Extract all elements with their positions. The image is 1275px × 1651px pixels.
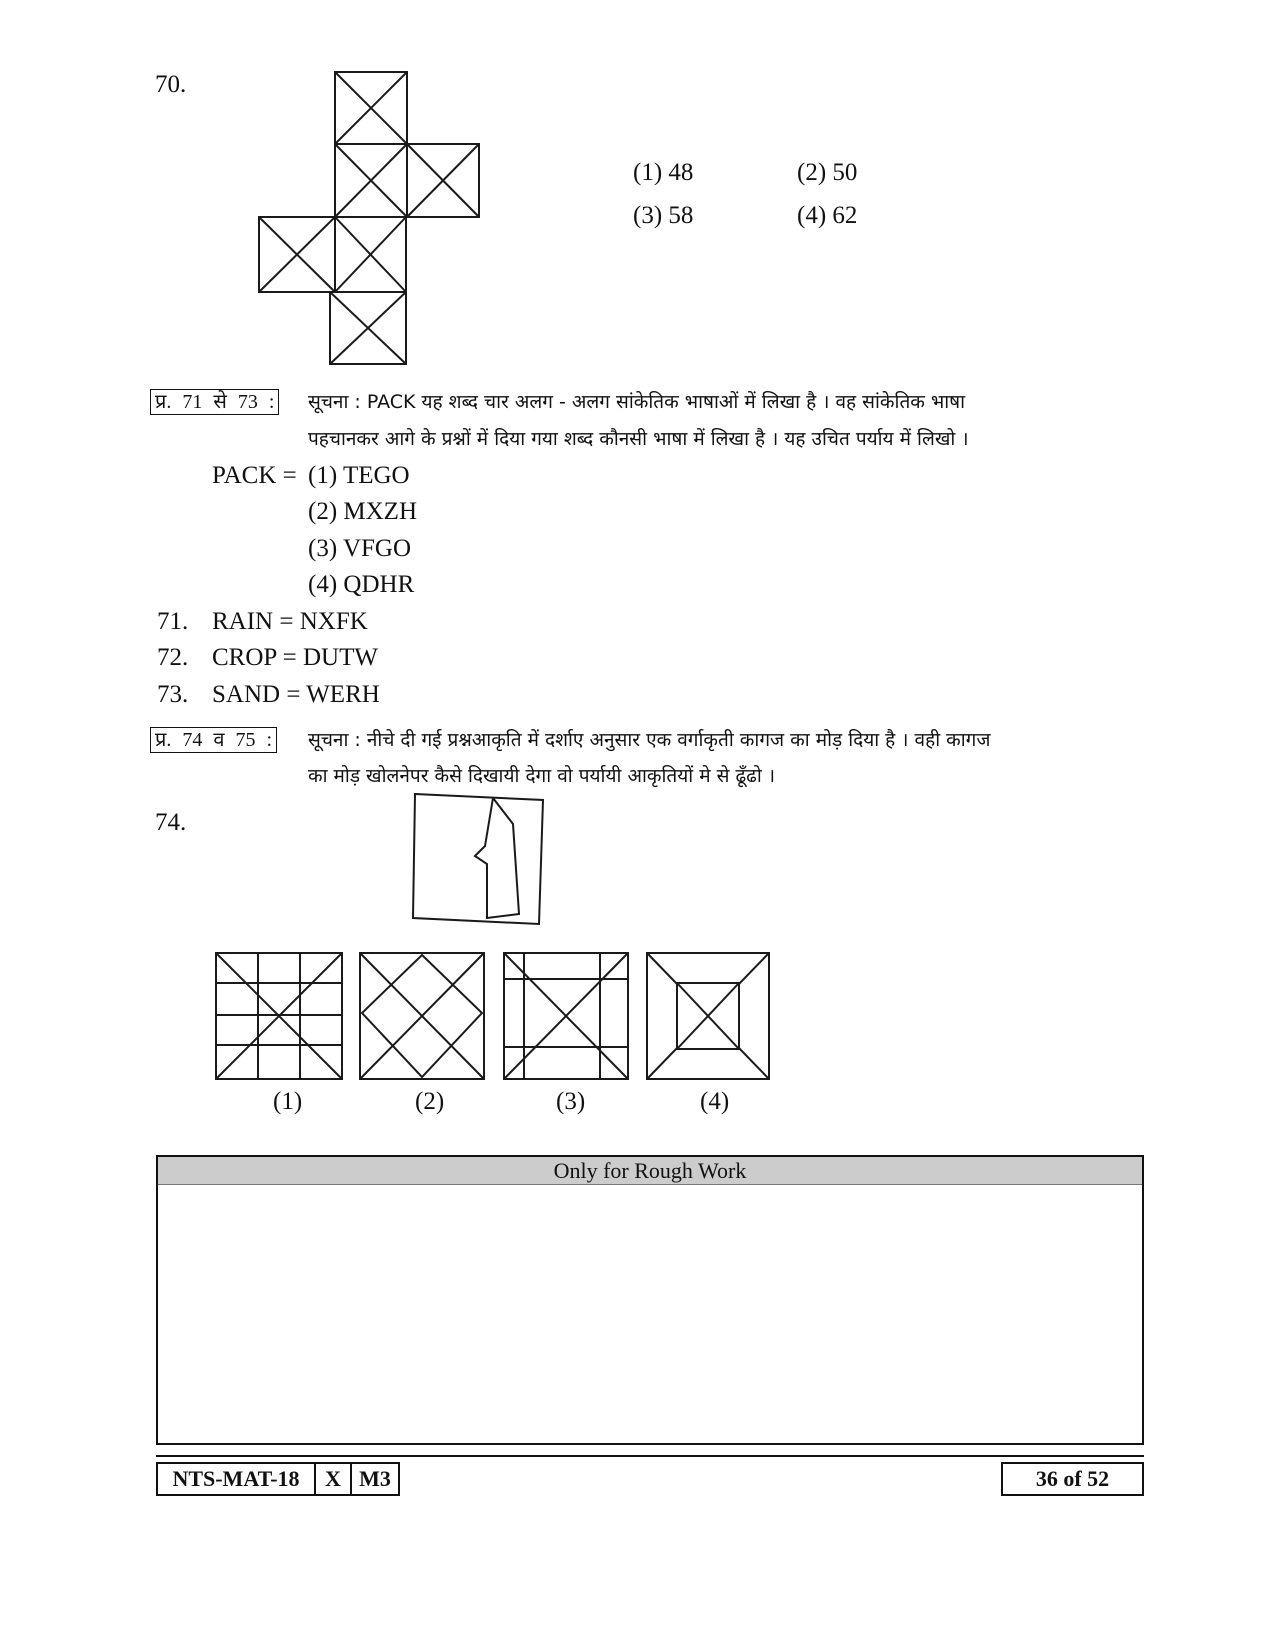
answer-label-1: (1) — [273, 1088, 303, 1115]
q70-option-1: (1) 48 — [633, 159, 694, 186]
code-option-4: (4) QDHR — [308, 571, 415, 598]
answer-figure-4 — [647, 953, 769, 1079]
question-number-74: 74. — [155, 809, 187, 836]
q70-option-2: (2) 50 — [797, 159, 858, 186]
instruction-74-75-label: प्र. 74 व 75 : — [150, 727, 277, 753]
answer-figure-2 — [360, 953, 484, 1079]
footer-set: X — [316, 1462, 352, 1496]
instruction-74-75-line1: सूचना : नीचे दी गई प्रश्नआकृति में दर्शाए अनुसार एक वर्गाकृती कागज का मोड़ दिया है । वही कागज — [308, 729, 991, 751]
fold-line — [475, 798, 519, 918]
answer-figure-3 — [504, 953, 628, 1079]
cube-net-figure — [250, 65, 490, 370]
answer-figure-1 — [216, 953, 342, 1079]
q70-option-3: (3) 58 — [633, 202, 694, 229]
instruction-71-73-line2: पहचानकर आगे के प्रश्नों में दिया गया शब्द कौनसी भाषा में लिखा है । यह उचित पर्याय में लिखो । — [308, 428, 969, 450]
pack-label: PACK = — [212, 462, 297, 489]
code-option-1: (1) TEGO — [308, 462, 410, 489]
code-option-2: (2) MXZH — [308, 498, 418, 525]
instruction-74-75-line2: का मोड़ खोलनेपर कैसे दिखायी देगा वो पर्यायी आकृतियों मे से ढूँढो । — [308, 765, 776, 787]
answer-label-3: (3) — [556, 1088, 586, 1115]
question-number-73: 73. — [157, 681, 189, 708]
footer-page-number: 36 of 52 — [1001, 1462, 1144, 1496]
answer-label-4: (4) — [700, 1088, 730, 1115]
question-71-text: RAIN = NXFK — [212, 608, 368, 635]
footer-medium: M3 — [352, 1462, 400, 1496]
rough-work-title: Only for Rough Work — [158, 1157, 1142, 1185]
code-option-3: (3) VFGO — [308, 535, 412, 562]
answer-figures — [210, 945, 775, 1087]
question-72-text: CROP = DUTW — [212, 644, 378, 671]
answer-label-2: (2) — [415, 1088, 445, 1115]
rough-work-box — [156, 1155, 1144, 1445]
q70-option-4: (4) 62 — [797, 202, 858, 229]
question-number-72: 72. — [157, 644, 189, 671]
footer-divider — [156, 1455, 1144, 1457]
instruction-71-73-line1: सूचना : PACK यह शब्द चार अलग - अलग सांकेतिक भाषाओं में लिखा है । वह सांकेतिक भाषा — [308, 391, 966, 413]
question-number-70: 70. — [155, 71, 187, 98]
footer-paper-code: NTS-MAT-18 — [156, 1462, 316, 1496]
folded-paper-figure — [405, 788, 550, 928]
question-number-71: 71. — [157, 608, 189, 635]
instruction-71-73-label: प्र. 71 से 73 : — [150, 389, 279, 415]
question-73-text: SAND = WERH — [212, 681, 380, 708]
